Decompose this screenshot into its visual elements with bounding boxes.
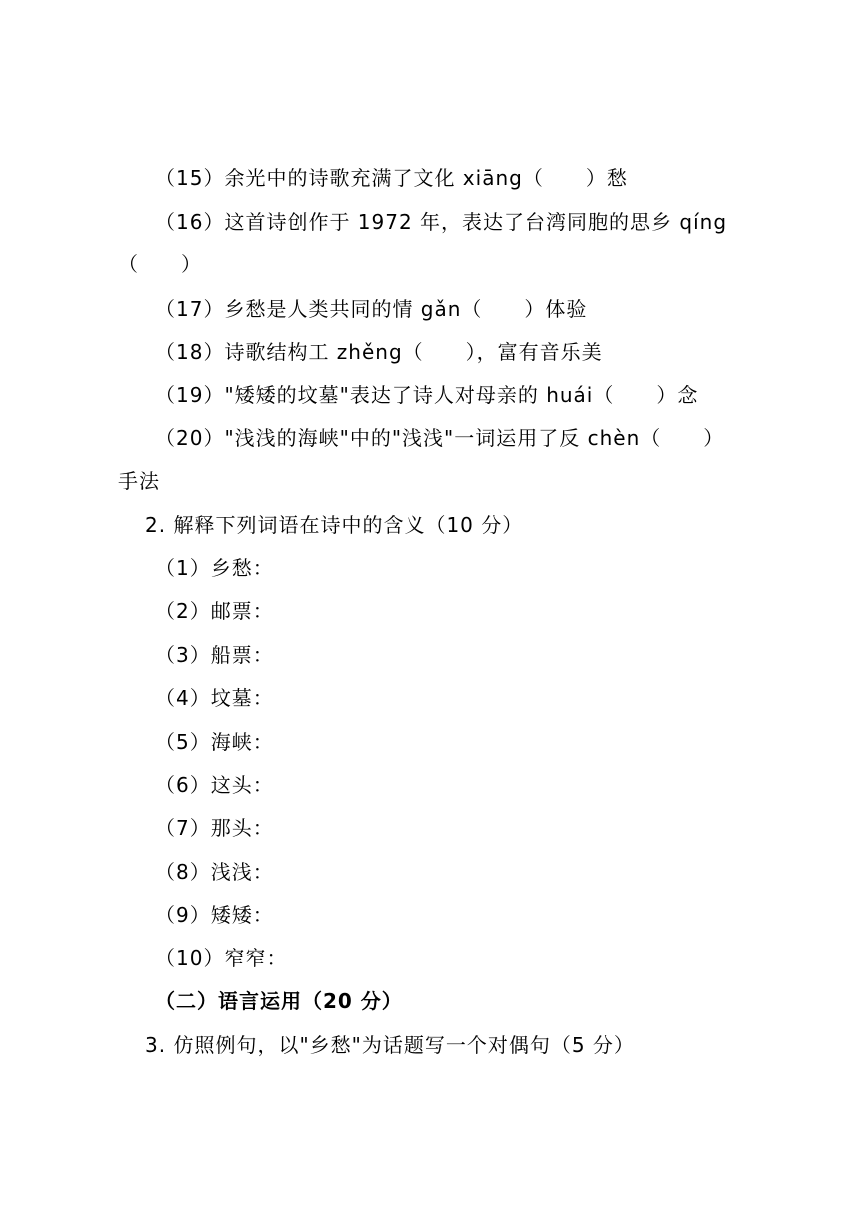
question-18: （18）诗歌结构工 zhěng（ ），富有音乐美: [155, 340, 603, 364]
section-heading-3: 3. 仿照例句，以"乡愁"为话题写一个对偶句（5 分）: [145, 1033, 635, 1057]
term-8: （8）浅浅：: [155, 860, 274, 884]
question-17: （17）乡愁是人类共同的情 gǎn（ ）体验: [155, 297, 588, 321]
question-15: （15）余光中的诗歌充满了文化 xiāng（ ）愁: [155, 166, 628, 190]
term-9: （9）矮矮：: [155, 903, 274, 927]
term-5: （5）海峡：: [155, 730, 274, 754]
section-heading-language-use: （二）语言运用（20 分）: [155, 989, 403, 1013]
term-6: （6）这头：: [155, 773, 274, 797]
term-2: （2）邮票：: [155, 599, 274, 623]
term-3: （3）船票：: [155, 643, 274, 667]
term-10: （10）窄窄：: [155, 946, 288, 970]
question-20: （20）"浅浅的海峡"中的"浅浅"一词运用了反 chèn（ ）: [155, 426, 725, 450]
term-4: （4）坟墓：: [155, 686, 274, 710]
question-19: （19）"矮矮的坟墓"表达了诗人对母亲的 huái（ ）念: [155, 383, 699, 407]
term-1: （1）乡愁：: [155, 556, 274, 580]
question-16-continuation: （ ）: [118, 252, 202, 276]
term-7: （7）那头：: [155, 816, 274, 840]
question-16: （16）这首诗创作于 1972 年，表达了台湾同胞的思乡 qíng: [155, 210, 728, 234]
section-heading-2: 2. 解释下列词语在诗中的含义（10 分）: [145, 513, 524, 537]
question-20-continuation: 手法: [118, 469, 160, 493]
